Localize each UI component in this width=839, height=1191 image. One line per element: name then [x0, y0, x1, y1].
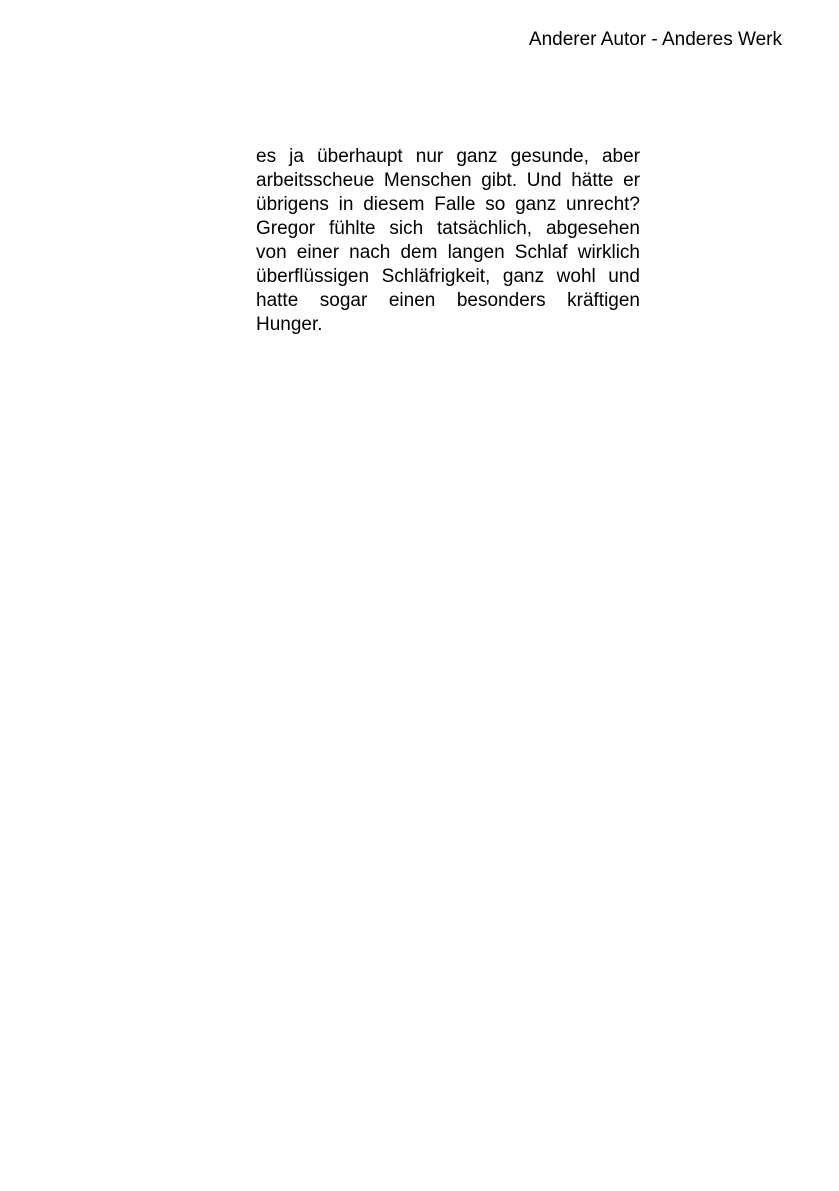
running-header: Anderer Autor - Anderes Werk [528, 29, 782, 50]
paragraph-line: von einer nach dem langen Schlaf wirklich [256, 242, 640, 263]
paragraph-line: es ja überhaupt nur ganz gesunde, aber [256, 146, 640, 167]
paragraph-line: überflüssigen Schläfrigkeit, ganz wohl und [256, 266, 640, 287]
body-paragraph [256, 145, 640, 337]
paragraph-line: hatte sogar einen besonders kräftigen [256, 290, 640, 311]
paragraph-line: Hunger. [256, 314, 323, 335]
paragraph-line: Gregor fühlte sich tatsächlich, abgesehen [256, 218, 640, 239]
paragraph-line: übrigens in diesem Falle so ganz unrecht? [256, 194, 640, 215]
paragraph-line: arbeitsscheue Menschen gibt. Und hätte er [256, 170, 640, 191]
